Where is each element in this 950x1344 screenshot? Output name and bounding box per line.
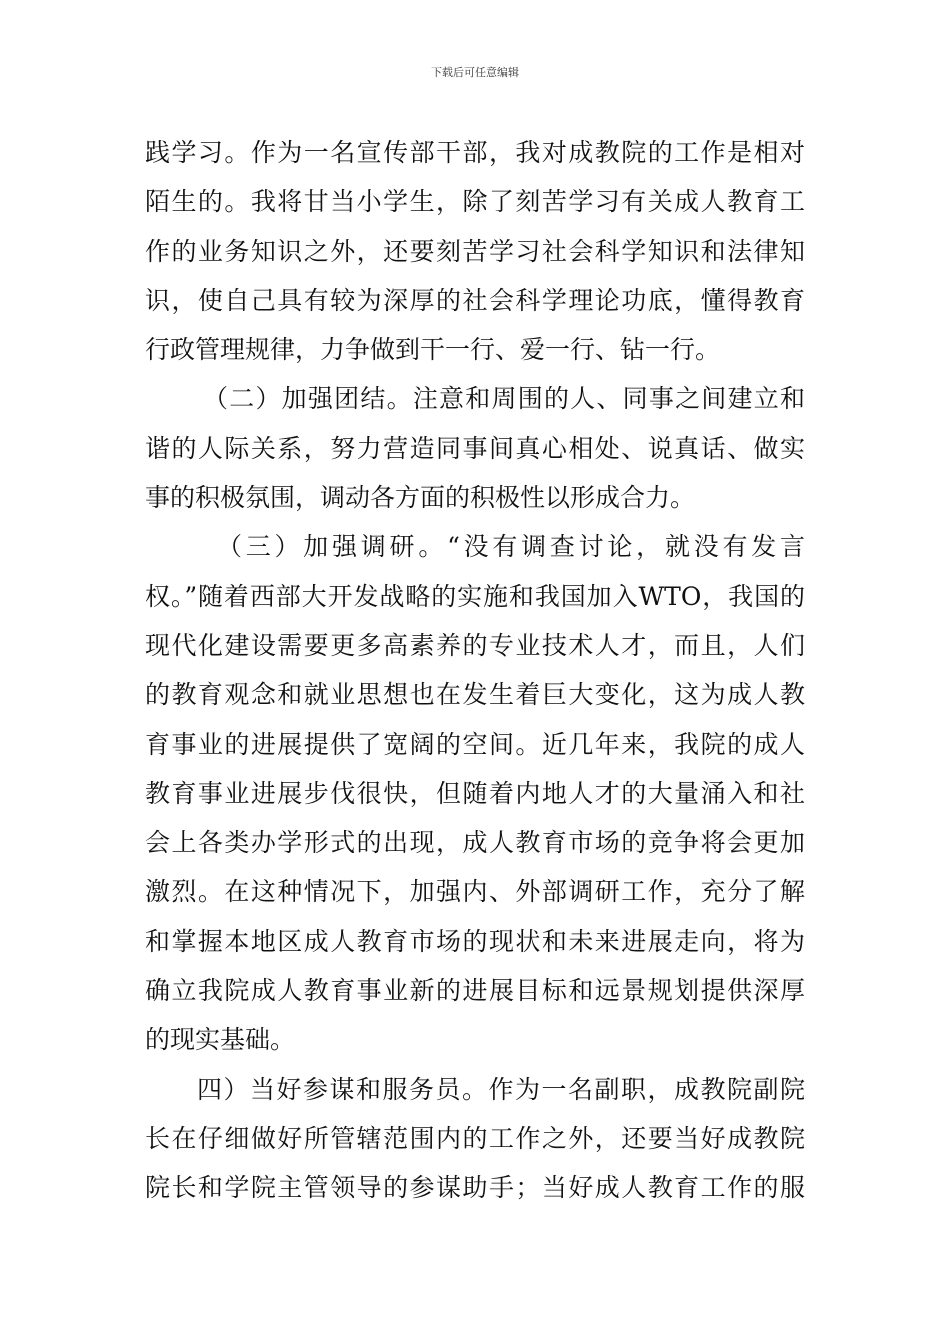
text-line: 院长和学院主管领导的参谋助手；当好成人教育工作的服 [145,1173,805,1203]
text-line: 和掌握本地区成人教育市场的现状和未来进展走向，将为 [145,926,805,956]
paragraph-heading-line: （三）加强调研。“没有调查讨论，就没有发言 [217,532,805,562]
text-line: 权。”随着西部大开发战略的实施和我国加入WTO，我国的 [145,581,805,611]
document-body [145,128,805,1213]
text-line: 践学习。作为一名宣传部干部，我对成教院的工作是相对 [145,138,805,167]
text-line: 长在仔细做好所管辖范围内的工作之外，还要当好成教院 [145,1123,805,1153]
text-line: 谐的人际关系，努力营造同事间真心相处、说真话、做实 [145,433,805,463]
text-line: 育事业的进展提供了宽阔的空间。近几年来，我院的成人 [145,729,805,759]
text-line: 激烈。在这种情况下，加强内、外部调研工作，充分了解 [145,877,805,907]
text-line: 现代化建设需要更多高素养的专业技术人才，而且，人们 [145,630,805,660]
header-note: 下载后可任意编辑 [431,66,519,79]
text-line: 事的积极氛围，调动各方面的积极性以形成合力。 [145,483,696,513]
text-line: 会上各类办学形式的出现，成人教育市场的竞争将会更加 [145,828,805,858]
paragraph-heading-line: 四）当好参谋和服务员。作为一名副职，成教院副院 [197,1074,805,1104]
paragraph-heading-line: （二）加强团结。注意和周围的人、同事之间建立和 [203,384,805,414]
text-line: 教育事业进展步伐很快，但随着内地人才的大量涌入和社 [145,778,805,808]
text-line: 的教育观念和就业思想也在发生着巨大变化，这为成人教 [145,680,805,710]
text-line: 陌生的。我将甘当小学生，除了刻苦学习有关成人教育工 [145,187,805,217]
text-line: 识，使自己具有较为深厚的社会科学理论功底，懂得教育 [145,285,805,315]
text-line: 确立我院成人教育事业新的进展目标和远景规划提供深厚 [145,976,805,1006]
text-line: 的现实基础。 [145,1025,296,1055]
text-line: 作的业务知识之外，还要刻苦学习社会科学知识和法律知 [145,236,805,266]
text-line: 行政管理规律，力争做到干一行、爱一行、钻一行。 [145,335,721,365]
